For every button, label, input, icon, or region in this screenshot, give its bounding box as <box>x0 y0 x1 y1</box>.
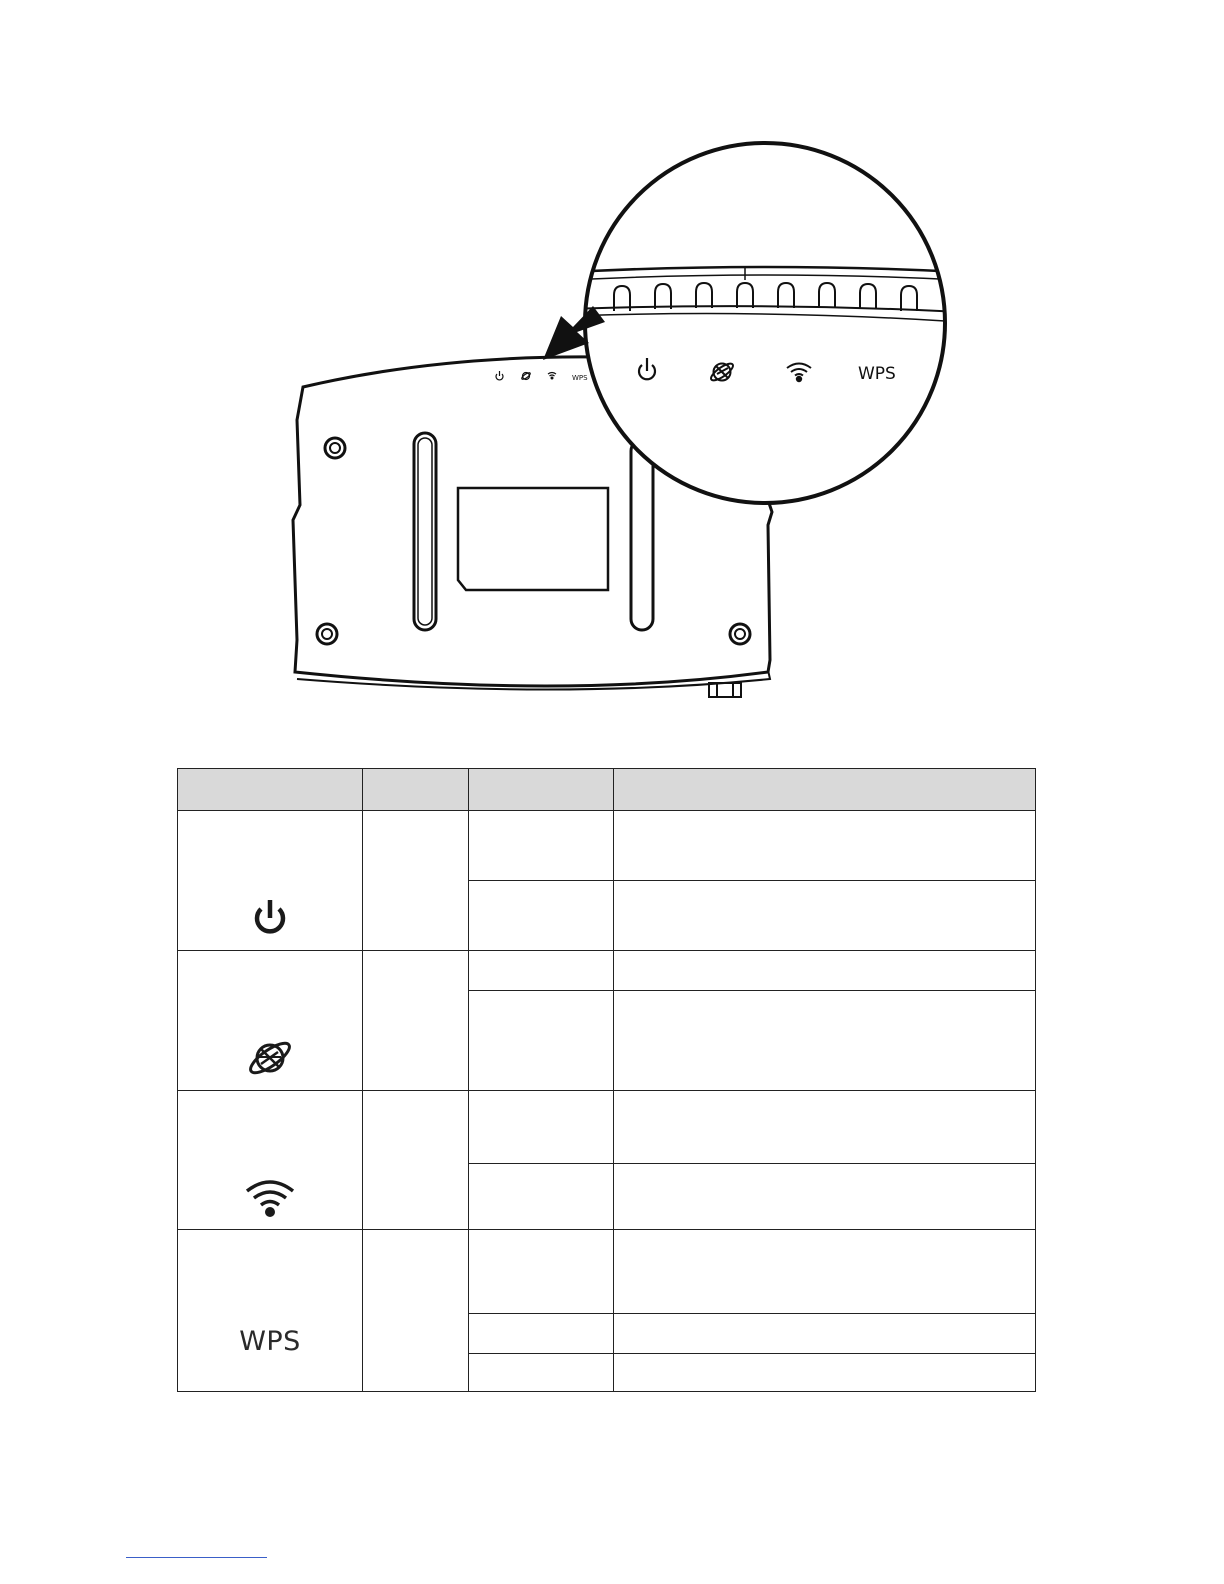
description-cell <box>614 1091 1036 1164</box>
description-cell <box>614 991 1036 1091</box>
status-cell <box>469 811 614 881</box>
status-cell <box>469 991 614 1091</box>
header-color <box>363 769 469 811</box>
led-color-cell <box>363 951 469 1091</box>
description-cell <box>614 1314 1036 1354</box>
led-icon-cell <box>178 811 363 951</box>
small-wps-label: WPS <box>572 374 588 382</box>
description-cell <box>614 951 1036 991</box>
wps-label: WPS <box>239 1326 301 1357</box>
zoom-wps-label: WPS <box>858 364 896 384</box>
header-status <box>469 769 614 811</box>
status-cell <box>469 1314 614 1354</box>
footnote-rule <box>126 1557 267 1558</box>
power-icon <box>248 894 292 940</box>
table-row <box>178 811 1036 881</box>
led-color-cell <box>363 1230 469 1392</box>
led-color-cell <box>363 1091 469 1230</box>
description-cell <box>614 811 1036 881</box>
header-description <box>614 769 1036 811</box>
table-row <box>178 951 1036 991</box>
status-cell <box>469 881 614 951</box>
internet-globe-icon <box>243 1036 297 1080</box>
led-icon-cell <box>178 951 363 1091</box>
wifi-icon <box>241 1175 299 1219</box>
led-icon-cell <box>178 1091 363 1230</box>
description-cell <box>614 1354 1036 1392</box>
table-row <box>178 1230 1036 1314</box>
led-color-cell <box>363 811 469 951</box>
status-cell <box>469 1230 614 1314</box>
description-cell <box>614 1164 1036 1230</box>
led-icon-cell <box>178 1230 363 1392</box>
status-cell <box>469 951 614 991</box>
status-cell <box>469 1091 614 1164</box>
table-row <box>178 1091 1036 1164</box>
header-led <box>178 769 363 811</box>
description-cell <box>614 881 1036 951</box>
led-status-table <box>177 768 1036 1392</box>
status-cell <box>469 1164 614 1230</box>
description-cell <box>614 1230 1036 1314</box>
device-illustration <box>0 0 1224 740</box>
status-cell <box>469 1354 614 1392</box>
table-header-row <box>178 769 1036 811</box>
